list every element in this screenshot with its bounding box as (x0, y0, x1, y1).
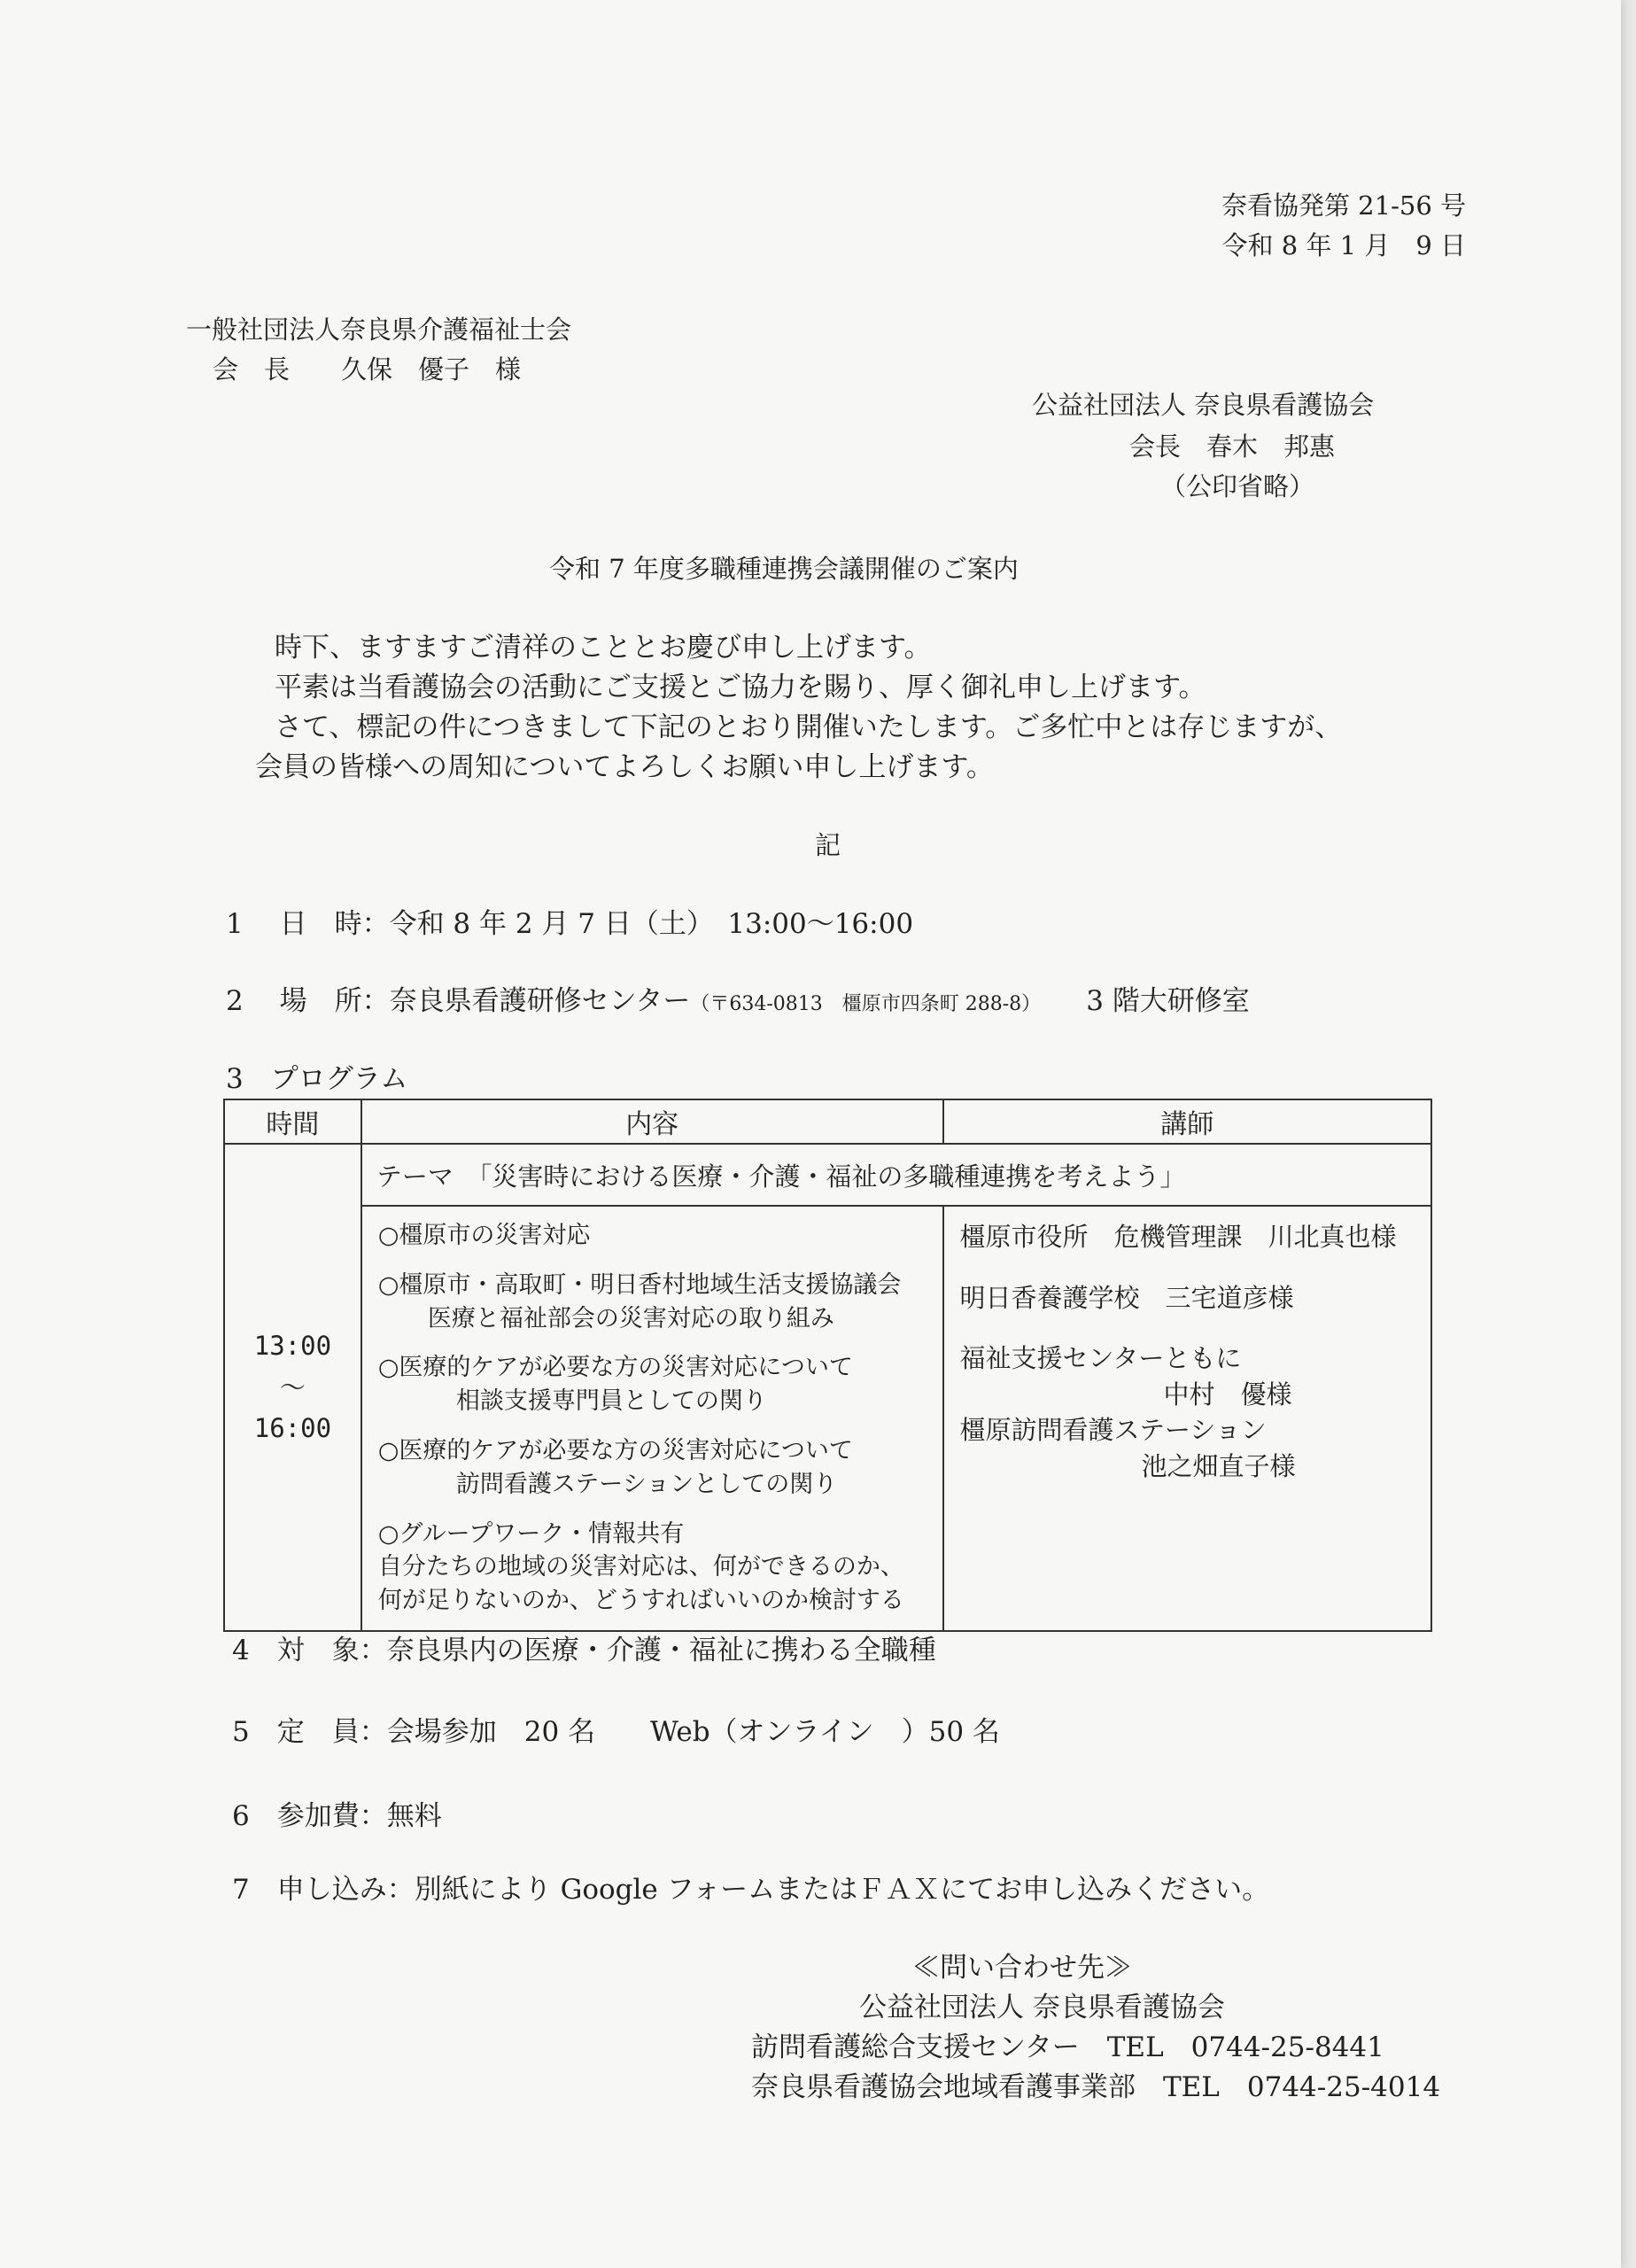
greeting-line-3: さて、標記の件につきまして下記のとおり開催いたします。ご多忙中とは存じますが、 (275, 711, 1343, 743)
lecturer-item: 橿原訪問看護ステーション (959, 1415, 1267, 1446)
content-item: ○医療的ケアが必要な方の災害対応について (377, 1436, 853, 1464)
item-capacity: 5 定 員：会場参加 20 名 Web（オンライン ）50 名 (232, 1716, 1000, 1748)
item-program: 3 プログラム (226, 1063, 408, 1095)
ki-marker: 記 (815, 830, 841, 860)
contact-heading: ≪問い合わせ先≫ (912, 1952, 1132, 1984)
place-address: （〒634-0813 橿原市四条町 288-8） (690, 993, 1032, 1015)
lecturer-item: 福祉支援センターともに (959, 1343, 1242, 1374)
content-item: 医療と福祉部会の災害対応の取り組み (427, 1304, 834, 1332)
doc-date: 令和 8 年 1 月 9 日 (1221, 230, 1466, 260)
content-cell (361, 1206, 943, 1631)
lecturer-item: 池之畑直子様 (1141, 1450, 1296, 1481)
item-apply: 7 申し込み：別紙により Google フォームまたはＦＡＸにてお申し込みください。 (232, 1874, 1270, 1906)
time-separator: ～ (279, 1371, 306, 1402)
greeting-line-2: 平素は当看護協会の活動にご支援とご協力を賜り、厚く御礼申し上げます。 (275, 672, 1206, 703)
item-target: 4 対 象：奈良県内の医療・介護・福祉に携わる全職種 (232, 1635, 936, 1666)
lecturer-item: 橿原市役所 危機管理課 川北真也様 (959, 1222, 1397, 1252)
header-time: 時間 (224, 1099, 361, 1144)
greeting-line-4: 会員の皆様への周知についてよろしくお願い申し上げます。 (255, 751, 994, 783)
table-header-row (224, 1099, 1431, 1144)
lecturer-cell (943, 1206, 1431, 1631)
greeting-line-1: 時下、ますますご清祥のこととお慶び申し上げます。 (275, 632, 932, 664)
header-content: 内容 (361, 1099, 943, 1144)
document-title: 令和 7 年度多職種連携会議開催のご案内 (549, 554, 1019, 584)
place-main: 2 場 所：奈良県看護研修センター (226, 985, 691, 1017)
sender-org: 公益社団法人 奈良県看護協会 (1032, 390, 1375, 420)
contact-org: 公益社団法人 奈良県看護協会 (859, 1992, 1225, 2023)
header-lecturer: 講師 (943, 1099, 1431, 1144)
program-table (223, 1099, 1432, 1632)
content-item: 訪問看護ステーションとしての関り (455, 1470, 838, 1498)
theme-row (224, 1144, 1431, 1206)
lecturer-item: 明日香養護学校 三宅道彦様 (959, 1282, 1294, 1313)
seal-note: （公印省略） (1160, 471, 1315, 501)
item-date: 1 日 時：令和 8 年 2 月 7 日（土） 13:00～16:00 (226, 908, 914, 940)
content-item: 相談支援専門員としての関り (455, 1387, 767, 1416)
item-place (226, 985, 1250, 1018)
lecturer-item: 中村 優様 (1163, 1379, 1292, 1410)
item-fee: 6 参加費：無料 (232, 1800, 442, 1832)
content-item: ○グループワーク・情報共有 (377, 1519, 685, 1548)
content-item: 自分たちの地域の災害対応は、何ができるのか、 (377, 1553, 904, 1581)
content-item: ○医療的ケアが必要な方の災害対応について (377, 1354, 853, 1382)
recipient-org: 一般社団法人奈良県介護福祉士会 (186, 315, 572, 345)
sender-name: 会長 春木 邦惠 (1129, 431, 1336, 462)
doc-number: 奈看協発第 21-56 号 (1221, 190, 1466, 221)
time-start: 13:00 (253, 1331, 332, 1362)
time-cell (224, 1144, 361, 1631)
place-room: 3 階大研修室 (1086, 985, 1250, 1017)
content-item: ○橿原市・高取町・明日香村地域生活支援協議会 (377, 1270, 902, 1299)
content-item: 何が足りないのか、どうすればいいのか検討する (377, 1587, 904, 1615)
contact-line-2: 奈良県看護協会地域看護事業部 TEL 0744-25-4014 (751, 2071, 1441, 2103)
theme-cell: テーマ 「災害時における医療・介護・福祉の多職種連携を考えよう」 (361, 1144, 1431, 1206)
content-item: ○橿原市の災害対応 (377, 1222, 591, 1249)
time-end: 16:00 (253, 1413, 332, 1444)
contact-line-1: 訪問看護総合支援センター TEL 0744-25-8441 (751, 2031, 1384, 2063)
recipient-name: 会 長 久保 優子 様 (213, 354, 522, 384)
program-row (224, 1206, 1431, 1631)
